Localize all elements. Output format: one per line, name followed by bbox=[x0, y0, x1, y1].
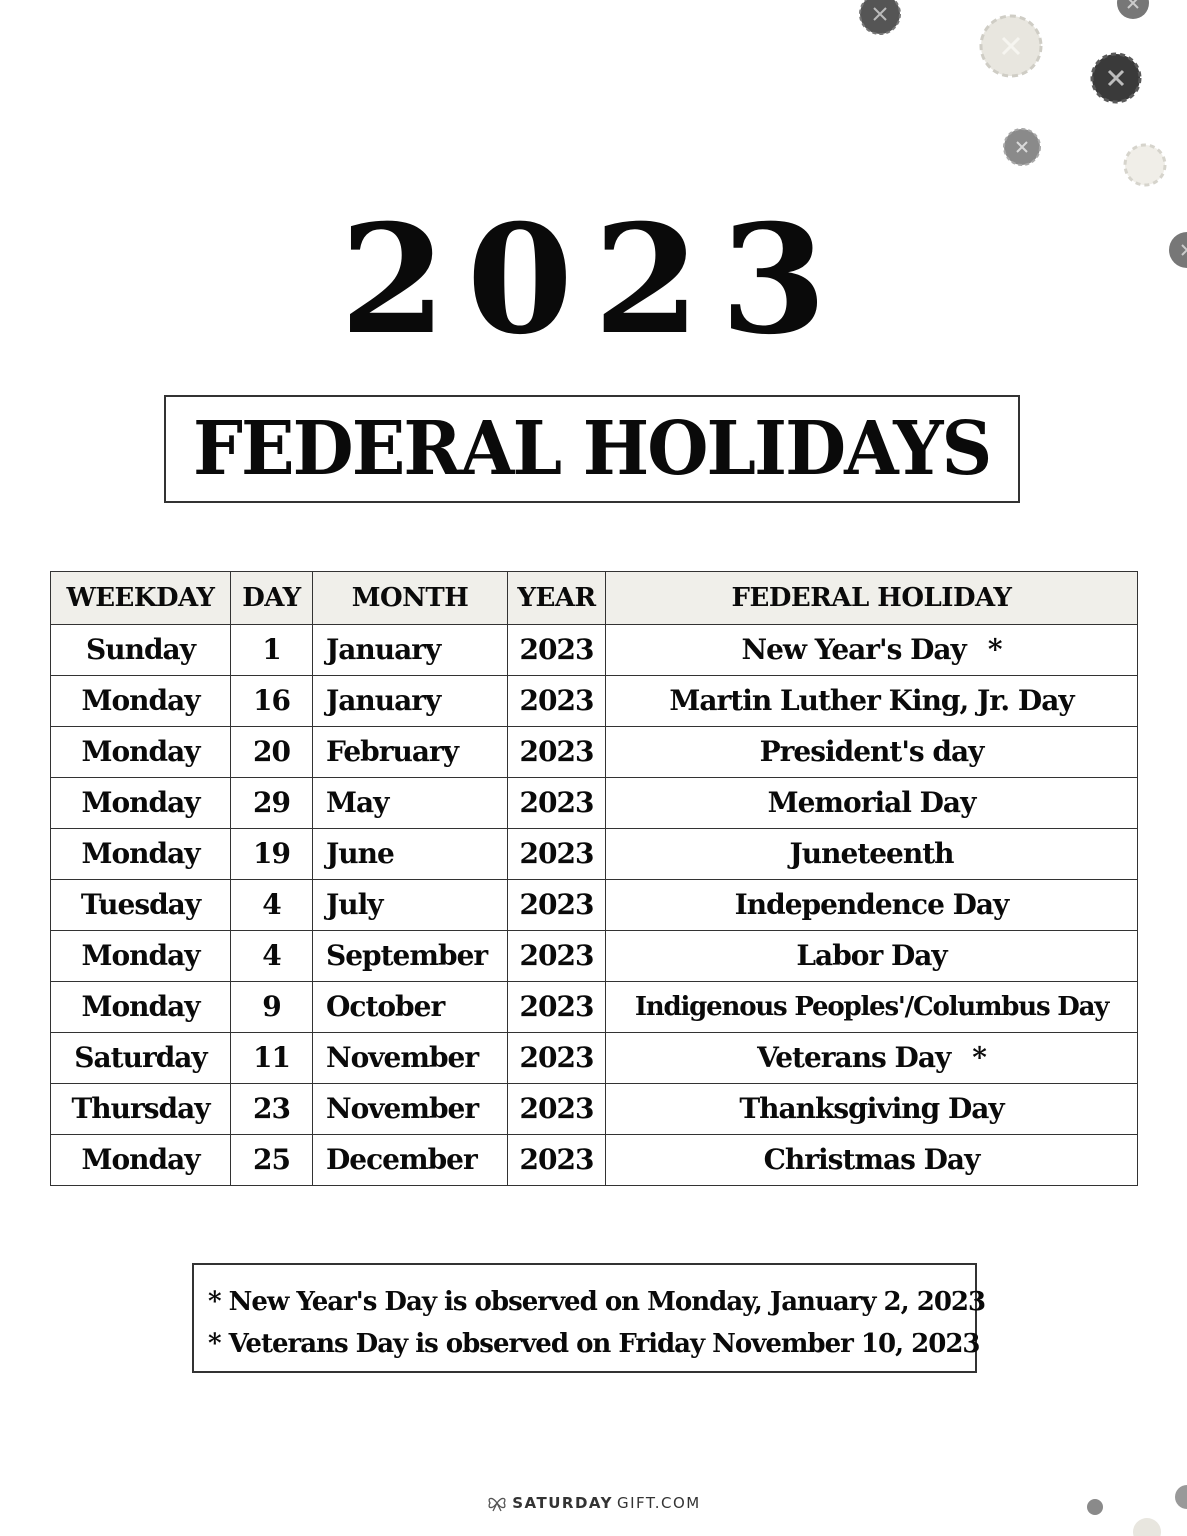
month-cell: November bbox=[313, 1084, 508, 1135]
table-row bbox=[51, 1084, 1138, 1135]
day-cell: 4 bbox=[231, 931, 313, 982]
page-title: FEDERAL HOLIDAYS bbox=[193, 406, 991, 492]
year-cell: 2023 bbox=[508, 778, 606, 829]
footnote-veterans: * Veterans Day is observed on Friday November 10, 2023 bbox=[208, 1329, 980, 1359]
weekday-cell: Tuesday bbox=[51, 880, 231, 931]
holiday-name: Labor Day bbox=[796, 939, 947, 972]
weekday-cell: Sunday bbox=[51, 625, 231, 676]
holiday-cell bbox=[606, 982, 1138, 1033]
table-row bbox=[51, 778, 1138, 829]
header-federal-holiday: FEDERAL HOLIDAY bbox=[606, 572, 1138, 625]
holiday-name: Martin Luther King, Jr. Day bbox=[669, 684, 1074, 717]
gift-dot-icon bbox=[1092, 54, 1140, 102]
month-cell: July bbox=[313, 880, 508, 931]
day-cell: 29 bbox=[231, 778, 313, 829]
month-cell: September bbox=[313, 931, 508, 982]
holiday-cell bbox=[606, 778, 1138, 829]
month-cell: December bbox=[313, 1135, 508, 1186]
month-cell: June bbox=[313, 829, 508, 880]
holiday-cell bbox=[606, 1033, 1138, 1084]
table-row bbox=[51, 880, 1138, 931]
month-cell: February bbox=[313, 727, 508, 778]
header-year: YEAR bbox=[508, 572, 606, 625]
weekday-cell: Saturday bbox=[51, 1033, 231, 1084]
table-row bbox=[51, 727, 1138, 778]
holiday-cell bbox=[606, 829, 1138, 880]
holiday-name: Memorial Day bbox=[767, 786, 976, 819]
year-cell: 2023 bbox=[508, 727, 606, 778]
month-cell: January bbox=[313, 625, 508, 676]
month-cell: January bbox=[313, 676, 508, 727]
header-month: MONTH bbox=[313, 572, 508, 625]
holiday-cell bbox=[606, 625, 1138, 676]
holiday-cell bbox=[606, 1135, 1138, 1186]
table-row bbox=[51, 676, 1138, 727]
footnote-mark: * bbox=[972, 1041, 986, 1074]
day-cell: 11 bbox=[231, 1033, 313, 1084]
year-cell: 2023 bbox=[508, 1135, 606, 1186]
day-cell: 16 bbox=[231, 676, 313, 727]
header-day: DAY bbox=[231, 572, 313, 625]
holiday-name: Indigenous Peoples'/Columbus Day bbox=[634, 992, 1109, 1022]
table-row bbox=[51, 931, 1138, 982]
holiday-cell bbox=[606, 676, 1138, 727]
title-box bbox=[164, 395, 1020, 503]
weekday-cell: Monday bbox=[51, 931, 231, 982]
year-cell: 2023 bbox=[508, 676, 606, 727]
day-cell: 19 bbox=[231, 829, 313, 880]
month-cell: October bbox=[313, 982, 508, 1033]
day-cell: 4 bbox=[231, 880, 313, 931]
month-cell: May bbox=[313, 778, 508, 829]
gift-dot-icon bbox=[981, 16, 1041, 76]
day-cell: 9 bbox=[231, 982, 313, 1033]
holiday-cell bbox=[606, 727, 1138, 778]
table-row bbox=[51, 829, 1138, 880]
gift-dot-icon bbox=[1133, 1518, 1161, 1536]
holiday-name: New Year's Day bbox=[741, 633, 966, 666]
year-cell: 2023 bbox=[508, 931, 606, 982]
day-cell: 23 bbox=[231, 1084, 313, 1135]
weekday-cell: Monday bbox=[51, 778, 231, 829]
holiday-name: Juneteenth bbox=[789, 837, 954, 870]
table-header-row bbox=[51, 572, 1138, 625]
brand-footer bbox=[0, 1494, 1187, 1512]
year-cell: 2023 bbox=[508, 829, 606, 880]
gift-dot-icon bbox=[1125, 145, 1165, 185]
year-heading: 2023 bbox=[339, 192, 848, 368]
gift-dot-icon bbox=[860, 0, 900, 34]
year-cell: 2023 bbox=[508, 1084, 606, 1135]
table-row bbox=[51, 625, 1138, 676]
holiday-cell bbox=[606, 880, 1138, 931]
month-cell: November bbox=[313, 1033, 508, 1084]
gift-dot-icon bbox=[1117, 0, 1149, 19]
day-cell: 25 bbox=[231, 1135, 313, 1186]
table-row bbox=[51, 982, 1138, 1033]
footnote-mark: * bbox=[987, 633, 1002, 666]
year-cell: 2023 bbox=[508, 1033, 606, 1084]
weekday-cell: Monday bbox=[51, 982, 231, 1033]
holiday-name: President's day bbox=[759, 735, 984, 768]
day-cell: 1 bbox=[231, 625, 313, 676]
holiday-name: Christmas Day bbox=[763, 1143, 980, 1176]
year-cell: 2023 bbox=[508, 625, 606, 676]
weekday-cell: Monday bbox=[51, 1135, 231, 1186]
gift-dot-icon bbox=[1004, 129, 1040, 165]
weekday-cell: Monday bbox=[51, 727, 231, 778]
holiday-name: Thanksgiving Day bbox=[739, 1092, 1004, 1125]
brand-name-first: SATURDAY bbox=[512, 1494, 613, 1512]
gift-bow-icon bbox=[486, 1494, 508, 1512]
holiday-name: Veterans Day bbox=[757, 1041, 951, 1074]
table-row bbox=[51, 1135, 1138, 1186]
weekday-cell: Monday bbox=[51, 676, 231, 727]
holiday-name: Independence Day bbox=[734, 888, 1009, 921]
table-row bbox=[51, 1033, 1138, 1084]
header-weekday: WEEKDAY bbox=[51, 572, 231, 625]
year-cell: 2023 bbox=[508, 982, 606, 1033]
holidays-table bbox=[50, 571, 1138, 1186]
weekday-cell: Monday bbox=[51, 829, 231, 880]
footnote-new-years: * New Year's Day is observed on Monday, January 2, 2023 bbox=[208, 1287, 986, 1317]
weekday-cell: Thursday bbox=[51, 1084, 231, 1135]
day-cell: 20 bbox=[231, 727, 313, 778]
holiday-cell bbox=[606, 931, 1138, 982]
brand-name-second: GIFT.COM bbox=[616, 1494, 701, 1512]
holiday-cell bbox=[606, 1084, 1138, 1135]
year-cell: 2023 bbox=[508, 880, 606, 931]
footnotes-box bbox=[192, 1263, 986, 1373]
